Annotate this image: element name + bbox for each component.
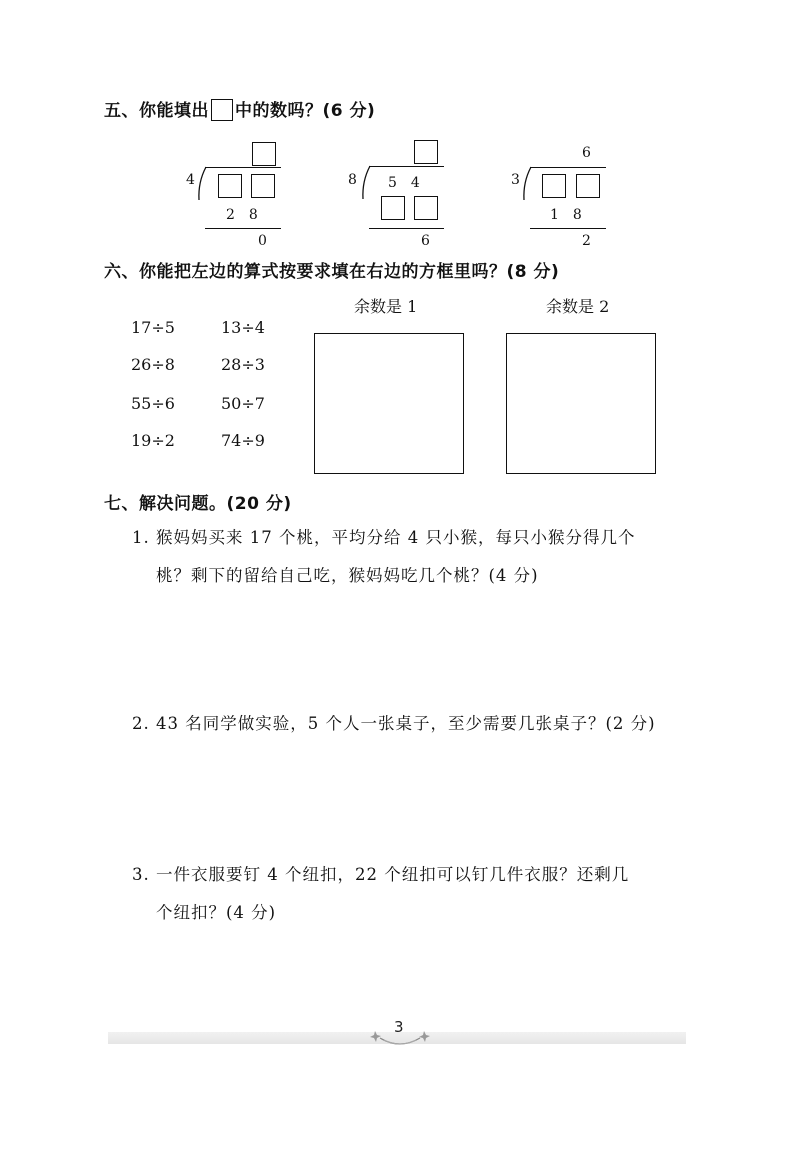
quotient: 6: [582, 145, 591, 161]
dividend-digits: 5 4: [388, 175, 420, 191]
remainder-1-answer-box[interactable]: [314, 333, 464, 474]
expression: 55÷6: [131, 394, 175, 413]
dividend-blank-ones[interactable]: [251, 174, 275, 198]
question-2-line-1: 2. 43 名同学做实验，5 个人一张桌子，至少需要几张桌子？(2 分): [132, 714, 656, 733]
remainder-2-answer-box[interactable]: [506, 333, 656, 474]
expression: 74÷9: [221, 431, 265, 450]
question-1-line-2: 桃？剩下的留给自己吃，猴妈妈吃几个桃？(4 分): [156, 566, 539, 585]
section5-heading: 五、你能填出 中的数吗？(6 分): [104, 101, 376, 121]
subtraction-line: [530, 228, 606, 229]
division-bracket: [521, 166, 535, 202]
expression: 13÷4: [221, 318, 265, 337]
expression: 50÷7: [221, 394, 265, 413]
section6-heading: 六、你能把左边的算式按要求填在右边的方框里吗？(8 分): [104, 262, 560, 282]
product-digits: 1 8: [550, 207, 582, 223]
expression: 19÷2: [131, 431, 175, 450]
quotient-blank[interactable]: [414, 140, 438, 164]
expression: 17÷5: [131, 318, 175, 337]
remainder: 6: [421, 233, 430, 249]
subtraction-line: [369, 228, 444, 229]
question-3-line-2: 个纽扣？(4 分): [156, 903, 277, 922]
product-blank-tens[interactable]: [381, 196, 405, 220]
divisor: 4: [186, 172, 195, 188]
remainder-2-label: 余数是 2: [546, 297, 610, 316]
expression: 26÷8: [131, 355, 175, 374]
product-blank-ones[interactable]: [414, 196, 438, 220]
remainder-1-label: 余数是 1: [354, 297, 418, 316]
quotient-blank[interactable]: [252, 142, 276, 166]
dividend-blank-tens[interactable]: [542, 174, 566, 198]
remainder: 0: [258, 233, 267, 249]
expression: 28÷3: [221, 355, 265, 374]
divisor: 8: [348, 172, 357, 188]
dividend-blank-ones[interactable]: [576, 174, 600, 198]
division-bracket: [360, 165, 374, 201]
question-1-line-1: 1. 猴妈妈买来 17 个桃，平均分给 4 只小猴，每只小猴分得几个: [132, 528, 636, 547]
remainder: 2: [582, 233, 591, 249]
divisor: 3: [511, 172, 520, 188]
division-bar: [530, 167, 606, 168]
product-digits: 2 8: [226, 207, 258, 223]
subtraction-line: [205, 228, 281, 229]
division-bar: [205, 167, 281, 168]
section7-heading: 七、解决问题。(20 分): [104, 494, 292, 514]
dividend-blank-tens[interactable]: [218, 174, 242, 198]
page-number: 3: [394, 1018, 404, 1036]
division-bar: [369, 166, 444, 167]
question-3-line-1: 3. 一件衣服要钉 4 个纽扣，22 个纽扣可以钉几件衣服？还剩几: [132, 865, 630, 884]
division-bracket: [196, 166, 210, 202]
blank-box-example: [211, 99, 233, 121]
